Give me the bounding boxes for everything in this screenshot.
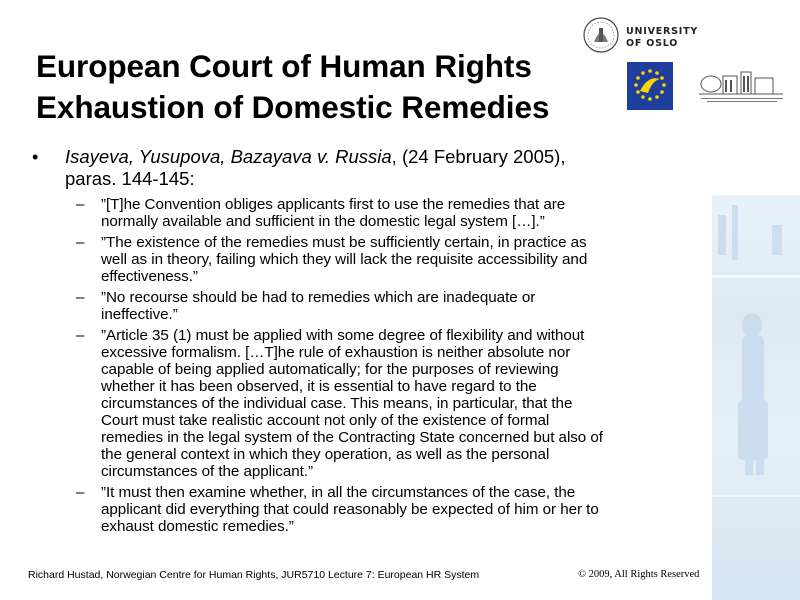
quote-line: the general context in which they operation, as well as the personal xyxy=(101,446,550,463)
dash-marker: – xyxy=(76,196,85,213)
case-date: , (24 February 2005), xyxy=(391,146,566,167)
quote-line: whether it has been observed, it is essential to have regard to the xyxy=(101,378,537,395)
quote-line: exhaust domestic remedies.” xyxy=(101,518,294,535)
quote-line: ineffective.” xyxy=(101,306,178,323)
quote-line: remedies in the legal system of the Contracting State concerned but also of xyxy=(101,429,603,446)
quote-line: circumstances of the applicant.” xyxy=(101,463,313,480)
quote-line: ”No recourse should be had to remedies which are inadequate or xyxy=(101,289,536,306)
quote-item xyxy=(30,196,700,230)
quote-line: ”Article 35 (1) must be applied with some degree of flexibility and without xyxy=(101,327,585,344)
european-court-logo xyxy=(697,66,787,106)
quote-item xyxy=(30,234,700,285)
quote-list xyxy=(30,196,700,535)
dash-marker: – xyxy=(76,289,85,306)
slide-title xyxy=(36,46,636,128)
university-wordmark xyxy=(624,24,704,50)
case-line-2: paras. 144-145: xyxy=(65,168,195,189)
footer-credit: Richard Hustad, Norwegian Centre for Human Rights, JUR5710 Lecture 7: European HR System xyxy=(28,569,480,581)
bullet-marker: • xyxy=(32,147,39,167)
quote-line: Court must take realistic account not only of the existence of formal xyxy=(101,412,550,429)
footer-copyright: © 2009, All Rights Reserved xyxy=(578,569,700,580)
quote-line: ”[T]he Convention obliges applicants first to use the remedies that are xyxy=(101,196,566,213)
court-building-icon xyxy=(697,66,787,106)
quote-line: capable of being applied automatically; for the purposes of reviewing xyxy=(101,361,559,378)
quote-line: circumstances of the individual case. This means, in particular, that the xyxy=(101,395,573,412)
quote-item xyxy=(30,484,700,535)
quote-line: ”It must then examine whether, in all the circumstances of the case, the xyxy=(101,484,576,501)
case-name: Isayeva, Yusupova, Bazayava v. Russia xyxy=(65,146,392,167)
case-line-1 xyxy=(65,146,700,168)
quote-line: well as in theory, failing which they will lack the requisite accessibility and xyxy=(101,251,588,268)
dash-marker: – xyxy=(76,484,85,501)
quote-item xyxy=(30,327,700,480)
title-line-1: European Court of Human Rights xyxy=(36,48,532,84)
svg-text:UNIVERSITY: UNIVERSITY xyxy=(626,26,699,37)
title-line-2: Exhaustion of Domestic Remedies xyxy=(36,89,550,125)
statue-silhouette-icon xyxy=(712,195,800,600)
decorative-side-strip xyxy=(712,195,800,600)
quote-line: applicant did everything that could reasonably be expected of him or her to xyxy=(101,501,599,518)
quote-line: excessive formalism. […T]he rule of exhaustion is neither absolute nor xyxy=(101,344,571,361)
slide-content xyxy=(30,146,700,539)
quote-line: normally available and sufficient in the domestic legal system […].” xyxy=(101,213,545,230)
dash-marker: – xyxy=(76,234,85,251)
dash-marker: – xyxy=(76,327,85,344)
svg-text:OF OSLO: OF OSLO xyxy=(626,38,679,49)
quote-line: effectiveness.” xyxy=(101,268,198,285)
case-bullet xyxy=(30,146,700,190)
quote-line: ”The existence of the remedies must be sufficiently certain, in practice as xyxy=(101,234,587,251)
quote-item xyxy=(30,289,700,323)
